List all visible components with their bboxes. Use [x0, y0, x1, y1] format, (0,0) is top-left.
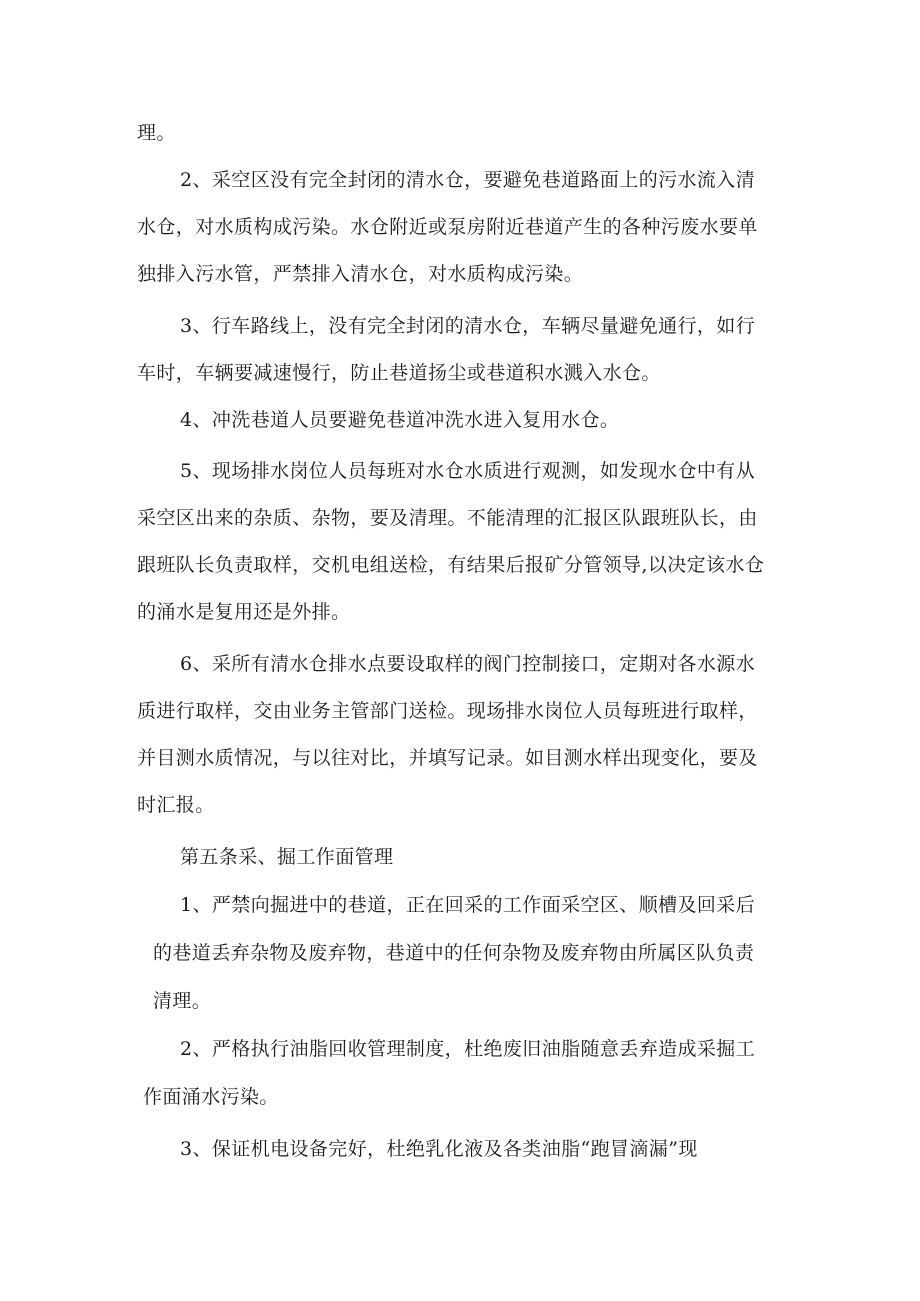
text-line-7: 4、冲洗巷道人员要避免巷道冲洗水进入复用水仓。: [180, 409, 620, 431]
text-line-9: 采空区出来的杂质、杂物，要及清理。不能清理的汇报区队跟班队长，由: [137, 507, 758, 529]
text-line-2: 2、采空区没有完全封闭的清水仓，要避免巷道路面上的污水流入清: [180, 169, 756, 191]
text-line-13: 质进行取样，交由业务主管部门送检。现场排水岗位人员每班进行取样，: [137, 700, 758, 722]
text-line-6: 车时，车辆要减速慢行，防止巷道扬尘或巷道积水溅入水仓。: [137, 362, 661, 384]
text-line-19: 清理。: [153, 990, 212, 1012]
text-line-5: 3、行车路线上，没有完全封闭的清水仓，车辆尽量避免通行，如行: [180, 315, 756, 337]
text-line-10: 跟班队长负责取样，交机电组送检，有结果后报矿分管领导,以决定该水仓: [137, 554, 765, 576]
text-line-11: 的涌水是复用还是外排。: [137, 601, 351, 623]
text-line-15: 时汇报。: [137, 794, 215, 816]
text-line-12: 6、采所有清水仓排水点要设取样的阀门控制接口，定期对各水源水: [180, 653, 756, 675]
text-line-17: 1、严禁向掘进中的巷道，正在回采的工作面采空区、顺槽及回采后: [180, 894, 756, 916]
section-heading: 第五条采、掘工作面管理: [180, 846, 394, 868]
text-line-20: 2、严格执行油脂回收管理制度，杜绝废旧油脂随意丢弃造成采掘工: [180, 1038, 756, 1060]
text-line-4: 独排入污水管，严禁排入清水仓，对水质构成污染。: [137, 263, 584, 285]
text-line-14: 并目测水质情况，与以往对比，并填写记录。如目测水样出现变化，要及: [137, 747, 758, 769]
text-line-18: 的巷道丢弃杂物及废弃物，巷道中的任何杂物及废弃物由所属区队负责: [153, 942, 755, 964]
text-line-22: 3、保证机电设备完好，杜绝乳化液及各类油脂“跑冒滴漏”现: [180, 1138, 698, 1160]
text-line-8: 5、现场排水岗位人员每班对水仓水质进行观测，如发现水仓中有从: [180, 460, 756, 482]
text-line-21: 作面涌水污染。: [143, 1086, 279, 1108]
text-line-1: 理。: [137, 122, 176, 144]
text-line-3: 水仓，对水质构成污染。水仓附近或泵房附近巷道产生的各种污废水要单: [137, 216, 758, 238]
